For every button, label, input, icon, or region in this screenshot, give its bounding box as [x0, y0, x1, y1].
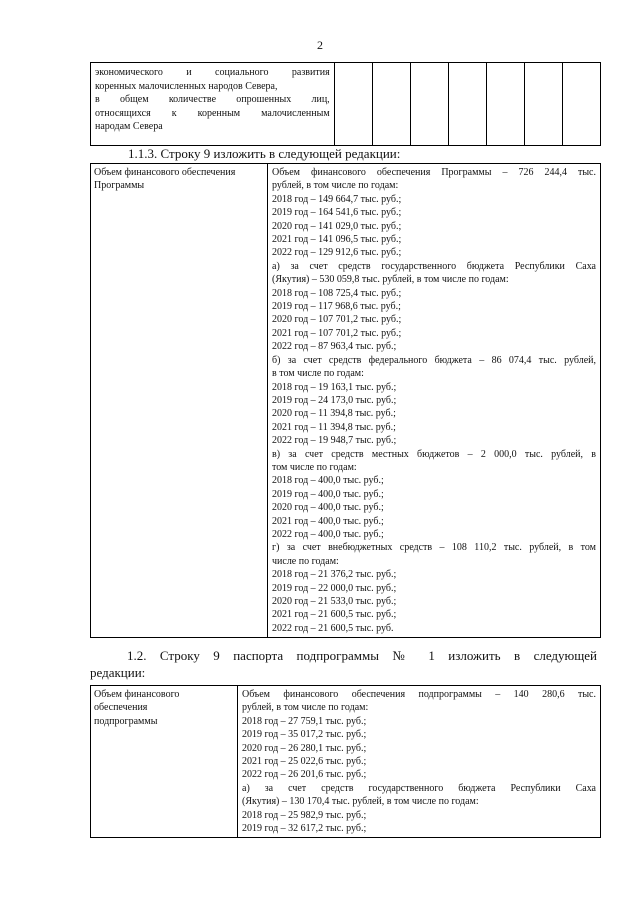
- funding-line: 2020 год – 26 280,1 тыс. руб.;: [242, 742, 367, 754]
- funding-line: 2019 год – 35 017,2 тыс. руб.;: [242, 729, 367, 741]
- funding-line: Объем финансового обеспечения Программы – 726 244,4 тыс.: [272, 167, 596, 178]
- funding-line: а) за счет средств государственного бюджета Республики Саха: [272, 260, 596, 272]
- value-cell: [524, 63, 562, 146]
- funding-line: 2018 год – 108 725,4 тыс. руб.;: [272, 287, 402, 299]
- value-cell: [334, 63, 372, 146]
- indicator-line: народам Севера: [95, 121, 163, 133]
- value-cell: [562, 63, 600, 146]
- label-line: Объем финансового: [94, 689, 180, 700]
- funding-line: 2020 год – 400,0 тыс. руб.;: [272, 502, 384, 514]
- funding-line: 2022 год – 19 948,7 тыс. руб.;: [272, 435, 397, 447]
- funding-line: 2019 год – 24 173,0 тыс. руб.;: [272, 394, 397, 406]
- funding-line: 2022 год – 129 912,6 тыс. руб.;: [272, 247, 402, 259]
- funding-line: 2020 год – 11 394,8 тыс. руб.;: [272, 408, 396, 420]
- page-number: 2: [317, 38, 323, 52]
- indicator-name-cell: [91, 63, 335, 146]
- funding-line: 2019 год – 22 000,0 тыс. руб.;: [272, 582, 397, 594]
- indicator-line: экономического и социального развития: [95, 67, 330, 78]
- funding-line: 2018 год – 21 376,2 тыс. руб.;: [272, 569, 397, 581]
- funding-line: 2021 год – 141 096,5 тыс. руб.;: [272, 234, 402, 246]
- value-cell: [448, 63, 486, 146]
- funding-line: 2020 год – 21 533,0 тыс. руб.;: [272, 596, 397, 607]
- funding-line: б) за счет средств федерального бюджета – 86 074,4 тыс. рублей,: [272, 354, 596, 366]
- value-cell: [372, 63, 410, 146]
- subprogram-funding-table: [90, 685, 601, 838]
- funding-line: Объем финансового обеспечения подпрограммы – 140 280,6 тыс.: [242, 689, 596, 700]
- funding-line: 2018 год – 400,0 тыс. руб.;: [272, 475, 384, 487]
- subprogram-funding-body-cell: [238, 686, 601, 838]
- funding-line: в том числе по годам:: [272, 368, 364, 380]
- funding-line: 2020 год – 141 029,0 тыс. руб.;: [272, 220, 402, 232]
- subprogram-funding-label-cell: [91, 686, 238, 838]
- funding-line: 2021 год – 107 701,2 тыс. руб.;: [272, 327, 402, 339]
- funding-line: 2019 год – 400,0 тыс. руб.;: [272, 488, 384, 500]
- label-line: Объем финансового обеспечения: [94, 167, 236, 178]
- paragraph-line: 1.2. Строку 9 паспорта подпрограммы № 1 изложить в следующей: [127, 648, 597, 663]
- funding-line: (Якутия) – 530 059,8 тыс. рублей, в том числе по годам:: [272, 274, 509, 286]
- funding-line: 2018 год – 27 759,1 тыс. руб.;: [242, 715, 367, 727]
- indicator-line: в общем количестве опрошенных лиц,: [95, 94, 330, 106]
- indicator-table-continuation: [90, 62, 601, 146]
- funding-line: 2022 год – 87 963,4 тыс. руб.;: [272, 341, 397, 353]
- funding-line: 2021 год – 21 600,5 тыс. руб.;: [272, 609, 397, 621]
- paragraph-line: редакции:: [90, 665, 146, 680]
- value-cell: [486, 63, 524, 146]
- funding-line: (Якутия) – 130 170,4 тыс. рублей, в том числе по годам:: [242, 796, 479, 808]
- funding-line: в) за счет средств местных бюджетов – 2 000,0 тыс. рублей, в: [272, 448, 596, 460]
- program-funding-label-cell: [91, 164, 268, 638]
- indicator-line: относящихся к коренным малочисленным: [95, 107, 330, 119]
- funding-line: том числе по годам:: [272, 461, 357, 473]
- funding-line: г) за счет внебюджетных средств – 108 110,2 тыс. рублей, в том: [272, 542, 596, 554]
- section-heading-1-1-3: 1.1.3. Строку 9 изложить в следующей редакции:: [128, 146, 401, 161]
- funding-line: 2018 год – 149 664,7 тыс. руб.;: [272, 193, 402, 205]
- funding-line: 2019 год – 117 968,6 тыс. руб.;: [272, 301, 401, 313]
- funding-line: 2022 год – 400,0 тыс. руб.;: [272, 528, 384, 540]
- funding-line: 2019 год – 32 617,2 тыс. руб.;: [242, 823, 367, 835]
- funding-line: 2018 год – 25 982,9 тыс. руб.;: [242, 809, 367, 821]
- funding-line: 2020 год – 107 701,2 тыс. руб.;: [272, 314, 402, 326]
- funding-line: числе по годам:: [272, 555, 339, 567]
- value-cell: [410, 63, 448, 146]
- funding-line: 2022 год – 21 600,5 тыс. руб.: [272, 622, 394, 634]
- funding-line: 2021 год – 400,0 тыс. руб.;: [272, 515, 384, 527]
- program-funding-table: [90, 163, 601, 638]
- funding-line: 2022 год – 26 201,6 тыс. руб.;: [242, 769, 367, 781]
- label-line: подпрограммы: [94, 715, 158, 727]
- paragraph-1-2: [90, 647, 597, 681]
- label-line: Программы: [94, 180, 145, 192]
- indicator-line: коренных малочисленных народов Севера,: [95, 80, 278, 92]
- program-funding-body-cell: [268, 164, 601, 638]
- funding-line: рублей, в том числе по годам:: [242, 702, 369, 714]
- funding-line: 2019 год – 164 541,6 тыс. руб.;: [272, 207, 402, 219]
- funding-line: 2018 год – 19 163,1 тыс. руб.;: [272, 381, 397, 393]
- funding-line: 2021 год – 11 394,8 тыс. руб.;: [272, 421, 396, 433]
- funding-line: а) за счет средств государственного бюджета Республики Саха: [242, 782, 596, 794]
- label-line: обеспечения: [94, 702, 148, 714]
- funding-line: рублей, в том числе по годам:: [272, 180, 399, 192]
- funding-line: 2021 год – 25 022,6 тыс. руб.;: [242, 756, 367, 768]
